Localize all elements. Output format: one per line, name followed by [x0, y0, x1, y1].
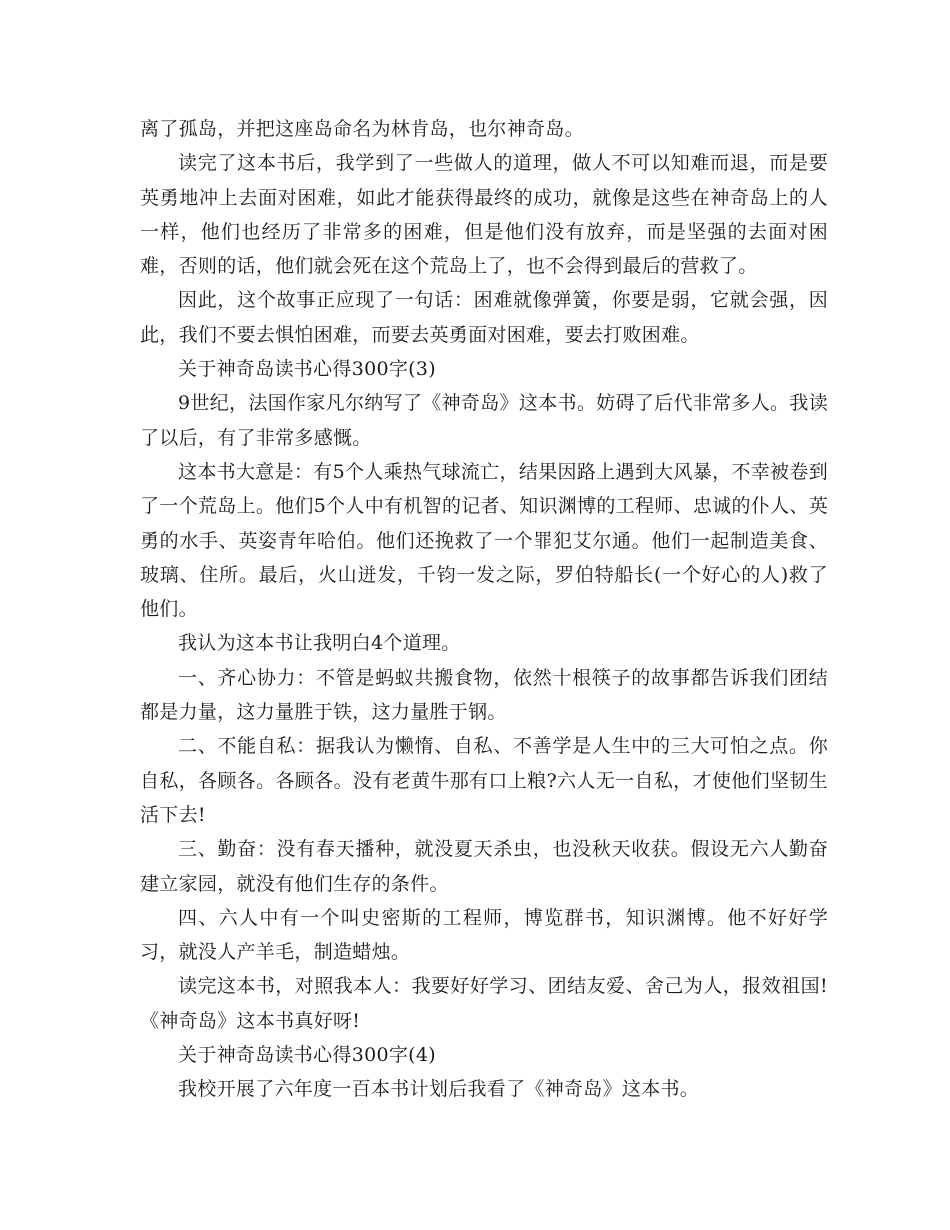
- paragraph-next-intro: 我校开展了六年度一百本书计划后我看了《神奇岛》这本书。: [178, 1078, 700, 1101]
- paragraph-conclusion: 因此，这个故事正应现了一句话：困难就像弹簧，你要是弱，它就会强，因此，我们不要去惧怕困难，而要去英勇面对困难，要去打败困难。: [140, 289, 828, 346]
- paragraph-lesson-1: 一、齐心协力：不管是蚂蚁共搬食物，依然十根筷子的故事都告诉我们团结都是力量，这力量胜于铁，这力量胜于钢。: [140, 666, 828, 724]
- section-heading-3: 关于神奇岛读书心得300字(3): [178, 358, 436, 381]
- paragraph-lessons-intro: 我认为这本书让我明白4个道理。: [178, 632, 461, 655]
- paragraph-summary: 这本书大意是：有5个人乘热气球流亡，结果因路上遇到大风暴，不幸被卷到了一个荒岛上。他们5个人中有机智的记者、知识渊博的工程师、忠诚的仆人、英勇的水手、英姿青年哈伯。他们还挽救了一个罪犯艾尔通。他们一起制造美食、玻璃、住所。最后，火山迸发，千钧一发之际，罗伯特船长(一个好心的人)救了他们。: [140, 460, 828, 621]
- paragraph-closing: 读完这本书，对照我本人：我要好好学习、团结友爱、舍己为人，报效祖国!《神奇岛》这本书真好呀!: [140, 975, 828, 1032]
- paragraph-lesson-3: 三、勤奋：没有春天播种，就没夏天杀虫，也没秋天收获。假设无六人勤奋建立家园，就没有他们生存的条件。: [140, 838, 828, 895]
- paragraph-lesson-4: 四、六人中有一个叫史密斯的工程师，博览群书，知识渊博。他不好好学习，就没人产羊毛，制造蜡烛。: [140, 906, 828, 964]
- paragraph-intro: 9世纪，法国作家凡尔纳写了《神奇岛》这本书。妨碍了后代非常多人。我读了以后，有了非常多感慨。: [140, 392, 828, 449]
- paragraph-reflection: 读完了这本书后，我学到了一些做人的道理，做人不可以知难而退，而是要英勇地冲上去面对困难，如此才能获得最终的成功，就像是这些在神奇岛上的人一样，他们也经历了非常多的困难，但是他们没有放弃，而是坚强的去面对困难，否则的话，他们就会死在这个荒岛上了，也不会得到最后的营救了。: [140, 152, 828, 278]
- paragraph-lesson-2: 二、不能自私：据我认为懒惰、自私、不善学是人生中的三大可怕之点。你自私，各顾各。各顾各。没有老黄牛那有口上粮?六人无一自私，才使他们坚韧生活下去!: [140, 735, 828, 826]
- document-body: [140, 112, 828, 1107]
- paragraph-continuation: 离了孤岛，并把这座岛命名为林肯岛，也尔神奇岛。: [140, 118, 584, 140]
- section-heading-4: 关于神奇岛读书心得300字(4): [178, 1044, 436, 1067]
